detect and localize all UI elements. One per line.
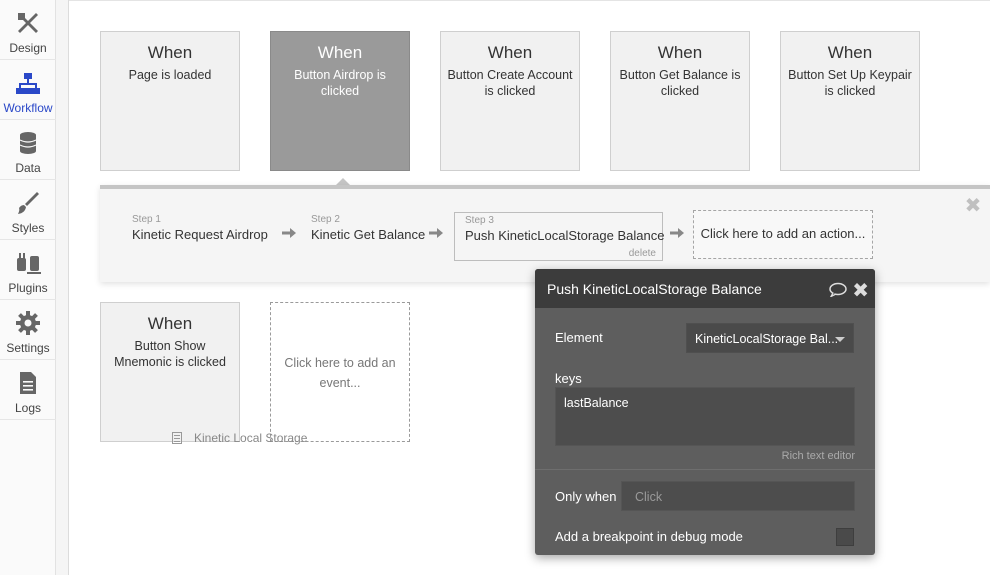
sidebar-item-label: Logs	[14, 401, 42, 415]
arrow-right-icon	[669, 227, 685, 239]
sidebar-item-label: Settings	[6, 341, 50, 355]
event-card-airdrop[interactable]	[270, 31, 410, 171]
event-when: When	[147, 43, 193, 62]
event-card-create-account[interactable]	[440, 31, 580, 171]
add-event-button[interactable]: Click here to add an event...	[270, 302, 410, 442]
workflow-step-1[interactable]	[132, 214, 268, 242]
sidebar	[0, 0, 56, 575]
event-description: Button Create Account is clicked	[447, 68, 573, 98]
breakpoint-label: Add a breakpoint in debug mode	[555, 529, 743, 544]
design-icon	[15, 10, 41, 36]
event-when: When	[147, 314, 193, 333]
panel-header	[535, 269, 875, 308]
group-label-text: Kinetic Local Storage	[194, 431, 308, 445]
event-card-set-up-keypair[interactable]	[780, 31, 920, 171]
sidebar-item-data[interactable]	[0, 120, 56, 180]
sidebar-item-label: Plugins	[8, 281, 48, 295]
event-card-show-mnemonic[interactable]	[100, 302, 240, 442]
chevron-down-icon	[835, 337, 845, 342]
step-number: Step 3	[465, 215, 494, 226]
sidebar-item-workflow[interactable]	[0, 60, 56, 120]
sidebar-item-design[interactable]	[0, 0, 56, 60]
element-dropdown[interactable]	[686, 323, 854, 353]
sidebar-collapse-strip[interactable]	[56, 0, 69, 575]
element-dropdown-value: KineticLocalStorage Bal...	[695, 332, 839, 346]
event-description: Button Set Up Keypair is clicked	[788, 68, 912, 98]
workflow-step-2[interactable]	[311, 214, 425, 242]
event-description: Button Airdrop is clicked	[294, 68, 386, 98]
sidebar-item-label: Data	[15, 161, 41, 175]
element-label: Element	[555, 330, 603, 345]
gear-icon	[15, 310, 41, 336]
document-icon	[15, 370, 41, 396]
sidebar-item-label: Workflow	[3, 101, 53, 115]
step-number: Step 1	[132, 214, 161, 225]
workflow-icon	[15, 70, 41, 96]
arrow-right-icon	[281, 227, 297, 239]
step-name: Kinetic Get Balance	[311, 227, 426, 242]
sidebar-item-settings[interactable]	[0, 300, 56, 360]
sidebar-item-styles[interactable]	[0, 180, 56, 240]
event-group-label[interactable]	[172, 431, 307, 445]
plug-icon	[15, 250, 41, 276]
sidebar-item-label: Design	[9, 41, 47, 55]
panel-divider	[535, 469, 875, 470]
close-panel-icon[interactable]: ✖	[852, 280, 869, 302]
event-description: Button Get Balance is clicked	[619, 68, 741, 98]
workflow-step-3[interactable]	[454, 212, 663, 261]
database-icon	[15, 130, 41, 156]
event-description: Page is loaded	[128, 68, 212, 82]
event-card-get-balance[interactable]	[610, 31, 750, 171]
only-when-input[interactable]: Click	[621, 481, 855, 511]
event-when: When	[657, 43, 703, 62]
keys-input[interactable]: lastBalance	[555, 387, 855, 446]
keys-label: keys	[555, 371, 582, 386]
delete-step-link[interactable]: delete	[628, 248, 656, 259]
arrow-right-icon	[428, 227, 444, 239]
event-when: When	[317, 43, 363, 62]
group-list-icon	[172, 432, 182, 444]
step-name: Kinetic Request Airdrop	[132, 227, 268, 242]
breakpoint-checkbox[interactable]	[836, 528, 854, 546]
add-action-button[interactable]: Click here to add an action...	[693, 210, 873, 259]
close-steps-icon[interactable]: ✖	[964, 195, 982, 217]
rich-text-editor-link[interactable]: Rich text editor	[781, 450, 855, 462]
step-name: Push KineticLocalStorage Balance	[465, 228, 665, 243]
event-when: When	[487, 43, 533, 62]
panel-title: Push KineticLocalStorage Balance	[547, 281, 762, 297]
action-property-panel	[535, 269, 875, 555]
only-when-label: Only when	[555, 489, 617, 504]
comment-icon[interactable]	[829, 282, 847, 297]
event-card-page-loaded[interactable]	[100, 31, 240, 171]
sidebar-item-plugins[interactable]	[0, 240, 56, 300]
top-divider	[69, 0, 990, 1]
event-when: When	[827, 43, 873, 62]
brush-icon	[15, 190, 41, 216]
sidebar-item-label: Styles	[11, 221, 45, 235]
step-number: Step 2	[311, 214, 340, 225]
sidebar-item-logs[interactable]	[0, 360, 56, 420]
event-description: Button Show Mnemonic is clicked	[114, 339, 226, 369]
